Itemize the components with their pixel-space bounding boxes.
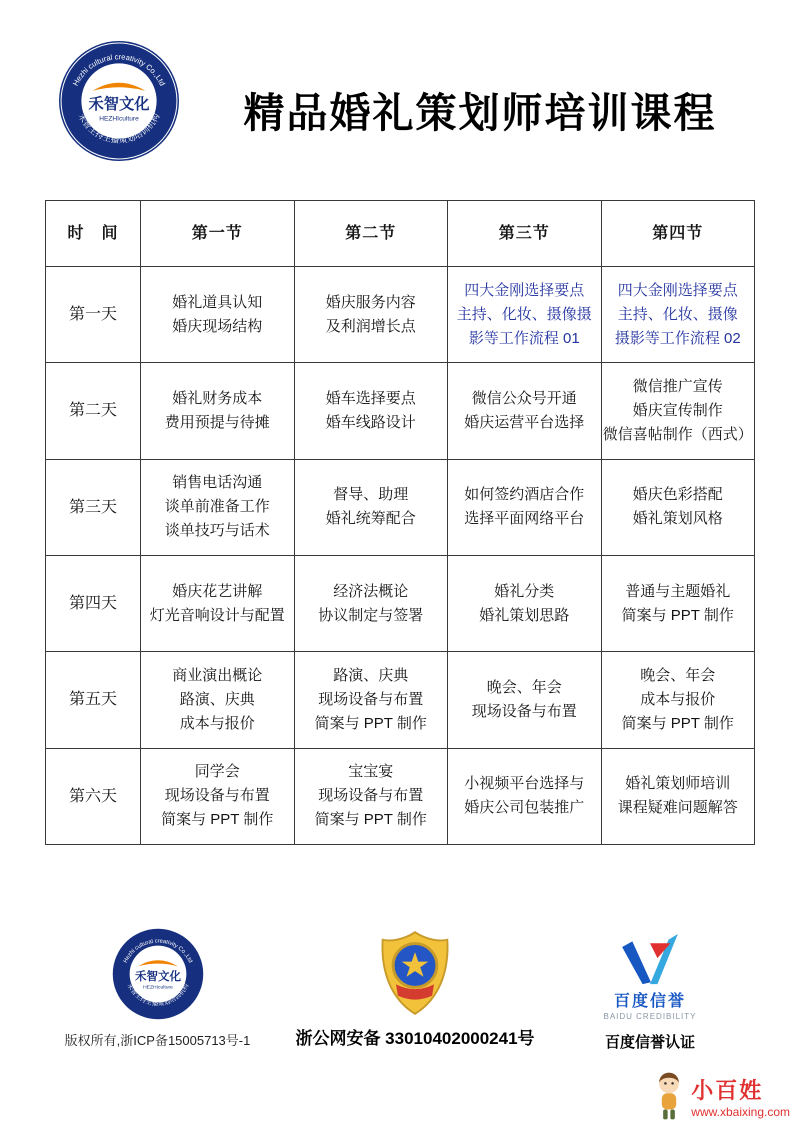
course-line: 简案与 PPT 制作 (621, 714, 734, 732)
course-line: 婚礼策划思路 (479, 606, 570, 624)
course-cell (295, 363, 449, 458)
page-title: 精品婚礼策划师培训课程 (243, 90, 717, 136)
course-line: 婚庆宣传制作 (632, 401, 723, 419)
logo-name-text: 禾智文化 (134, 971, 181, 984)
course-cell (602, 556, 755, 651)
course-line: 婚庆花艺讲解 (172, 582, 263, 600)
course-line: 及利润增长点 (325, 317, 416, 335)
course-cell (141, 363, 295, 458)
table-row (46, 267, 754, 363)
course-line: 婚礼道具认知 (172, 293, 263, 311)
column-header: 第一节 (141, 201, 295, 266)
course-line: 影等工作流程 01 (468, 329, 580, 347)
table-row (46, 652, 754, 748)
course-line: 简案与 PPT 制作 (314, 811, 427, 829)
footer-left (60, 928, 255, 1049)
course-cell (448, 556, 602, 651)
day-label: 第四天 (46, 556, 141, 651)
column-header: 第三节 (448, 201, 602, 266)
course-cell (448, 267, 602, 362)
course-cell (448, 652, 602, 747)
course-line: 婚礼分类 (494, 582, 555, 600)
baidu-credibility-graphic (621, 934, 679, 986)
logo-name-text: 禾智文化 (88, 96, 150, 114)
course-line: 同学会 (194, 763, 240, 781)
course-line: 婚礼统筹配合 (325, 510, 416, 528)
day-label: 第二天 (46, 363, 141, 458)
course-cell (448, 363, 602, 458)
course-line: 简案与 PPT 制作 (314, 714, 427, 732)
footer-right (575, 934, 725, 1052)
course-line: 经济法概论 (333, 582, 409, 600)
column-header: 时 间 (46, 201, 141, 266)
table-header-row (46, 201, 754, 267)
logo-arc-top-text: Hezhi cultural creativity Co.,Ltd (122, 938, 193, 964)
column-header: 第二节 (295, 201, 449, 266)
mascot-icon (651, 1070, 687, 1122)
course-line: 婚庆公司包装推广 (464, 799, 585, 817)
course-line: 协议制定与签署 (318, 606, 424, 624)
course-line: 婚礼策划师培训 (625, 775, 731, 793)
course-line: 微信推广宣传 (632, 377, 723, 395)
day-label: 第五天 (46, 652, 141, 747)
course-line: 简案与 PPT 制作 (161, 811, 274, 829)
table-row (46, 460, 754, 556)
hezhi-logo-footer (112, 928, 204, 1020)
course-cell (295, 267, 449, 362)
baidu-credibility-icon (621, 934, 679, 986)
course-line: 现场设备与布置 (318, 690, 424, 708)
day-label: 第六天 (46, 749, 141, 844)
course-cell (602, 749, 755, 844)
course-line: 晚会、年会 (486, 678, 562, 696)
baidu-credibility-name: 百度信誉 (613, 993, 686, 1010)
course-line: 成本与报价 (640, 690, 716, 708)
course-line: 婚庆服务内容 (325, 293, 416, 311)
police-registration-text: 浙公网安备 33010402000241号 (295, 1029, 535, 1048)
police-badge-icon (377, 928, 453, 1018)
course-line: 如何签约酒店合作 (464, 486, 585, 504)
footer (0, 928, 800, 1063)
course-line: 宝宝宴 (348, 763, 394, 781)
course-line: 现场设备与布置 (318, 787, 424, 805)
course-line: 谈单技巧与话术 (164, 522, 270, 540)
course-cell (141, 556, 295, 651)
course-line: 婚庆现场结构 (172, 317, 263, 335)
course-line: 谈单前准备工作 (164, 498, 270, 516)
site-watermark (651, 1070, 790, 1122)
police-badge-graphic (377, 928, 453, 1018)
course-cell (295, 652, 449, 747)
course-line: 现场设备与布置 (164, 787, 270, 805)
course-cell (295, 556, 449, 651)
course-line: 婚庆运营平台选择 (464, 413, 585, 431)
course-line: 灯光音响设计与配置 (149, 606, 285, 624)
table-row (46, 363, 754, 459)
course-line: 课程疑难问题解答 (617, 799, 738, 817)
course-line: 四大金刚选择要点 (464, 281, 585, 299)
logo-arc-top-text: Hezhi cultural creativity Co.,Ltd (70, 52, 168, 88)
course-line: 婚庆色彩搭配 (632, 486, 723, 504)
course-table (45, 200, 755, 845)
watermark-site-url: www.xbaixing.com (691, 1104, 790, 1119)
hezhi-logo-footer-graphic (112, 928, 204, 1020)
course-cell (141, 749, 295, 844)
course-line: 四大金刚选择要点 (617, 281, 738, 299)
course-line: 婚礼财务成本 (172, 389, 263, 407)
course-line: 费用预提与待摊 (164, 413, 270, 431)
footer-center (290, 928, 540, 1049)
logo-arc-bottom-text: 禾智主持主播策划培训机构 (125, 982, 190, 1008)
course-line: 选择平面网络平台 (464, 510, 585, 528)
course-line: 摄影等工作流程 02 (614, 329, 741, 347)
course-line: 主持、化妆、摄像 (617, 305, 738, 323)
day-label: 第一天 (46, 267, 141, 362)
course-cell (141, 652, 295, 747)
course-line: 普通与主题婚礼 (625, 582, 731, 600)
course-line: 微信喜帖制作（西式） (602, 425, 753, 443)
course-line: 现场设备与布置 (471, 702, 577, 720)
course-cell (141, 267, 295, 362)
logo-subname-text: HEZHIculture (99, 115, 139, 123)
course-line: 督导、助理 (333, 486, 409, 504)
baidu-credibility-en: BAIDU CREDIBILITY (603, 1012, 697, 1021)
course-line: 婚车选择要点 (325, 389, 416, 407)
course-cell (448, 460, 602, 555)
course-line: 微信公众号开通 (471, 389, 577, 407)
course-line: 主持、化妆、摄像摄 (456, 305, 592, 323)
table-row (46, 749, 754, 844)
watermark-text (691, 1074, 790, 1119)
course-cell (602, 267, 755, 362)
watermark-site-name: 小百姓 (691, 1077, 764, 1103)
course-line: 婚礼策划风格 (632, 510, 723, 528)
course-cell (602, 363, 755, 458)
mascot-graphic (651, 1070, 687, 1122)
course-line: 路演、庆典 (333, 666, 409, 684)
course-line: 晚会、年会 (640, 666, 716, 684)
course-cell (602, 460, 755, 555)
day-label: 第三天 (46, 460, 141, 555)
header (0, 36, 800, 186)
baidu-cert-text: 百度信誉认证 (604, 1034, 695, 1051)
course-line: 小视频平台选择与 (464, 775, 585, 793)
column-header: 第四节 (652, 224, 704, 242)
course-line: 简案与 PPT 制作 (621, 606, 734, 624)
course-line: 路演、庆典 (179, 690, 255, 708)
icp-copyright-text: 版权所有,浙ICP备15005713号-1 (64, 1033, 251, 1048)
course-line: 商业演出概论 (172, 666, 263, 684)
course-cell (602, 652, 755, 747)
course-line: 婚车线路设计 (325, 413, 416, 431)
course-line: 销售电话沟通 (172, 474, 263, 492)
course-cell (448, 749, 602, 844)
course-cell (295, 749, 449, 844)
logo-arc-bottom-text: 禾智主持主播策划培训机构 (76, 111, 162, 145)
course-cell (295, 460, 449, 555)
course-cell (141, 460, 295, 555)
hezhi-logo (58, 40, 180, 162)
table-row (46, 556, 754, 652)
course-line: 成本与报价 (179, 714, 255, 732)
logo-subname-text: HEZHIculture (142, 984, 173, 991)
hezhi-logo-graphic (58, 40, 180, 162)
